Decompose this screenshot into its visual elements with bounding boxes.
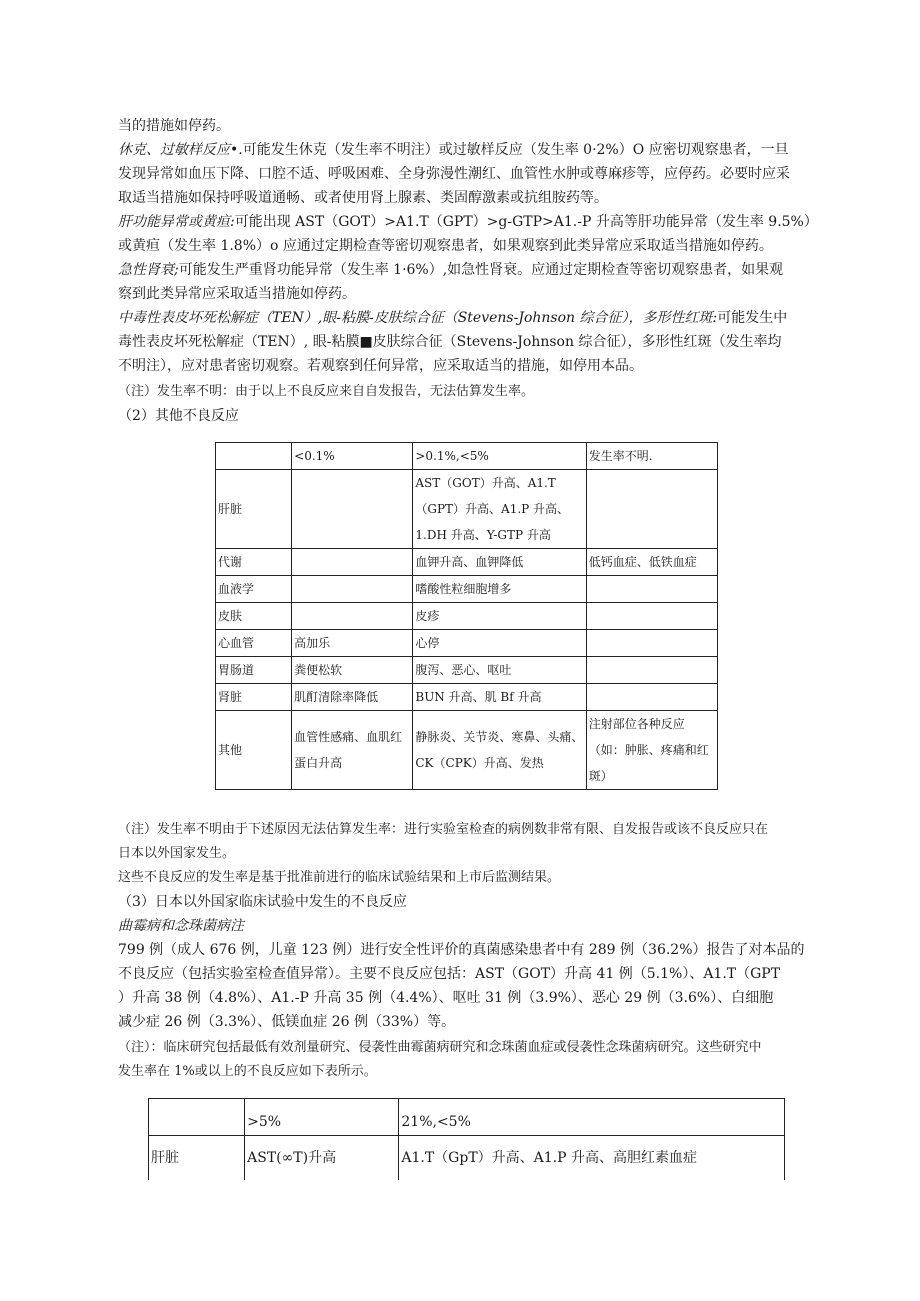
paragraph-line <box>118 258 818 282</box>
table-row <box>216 711 718 790</box>
table-cell <box>292 576 413 603</box>
paragraph-line: 或黄疸（发生率 1.8%）o 应通过定期检查等密切观察患者，如果观察到此类异常应采取适当措施如停药。 <box>118 238 773 254</box>
note-line: 发生率在 1%或以上的不良反应如下表所示。 <box>118 1064 377 1079</box>
paragraph-line <box>118 210 818 234</box>
organ-cell: 肾脏 <box>216 684 292 711</box>
section-heading: 急性肾衰; <box>118 262 179 278</box>
section-title: （3）日本以外国家临床试验中发生的不良反应 <box>118 894 407 910</box>
table-cell <box>292 549 413 576</box>
table-header-cell <box>149 1099 245 1136</box>
organ-cell: 肝脏 <box>216 470 292 549</box>
clinical-trial-table <box>148 1098 785 1180</box>
paragraph-line <box>118 306 818 330</box>
organ-cell: 血液学 <box>216 576 292 603</box>
note-line: （注）发生率不明由于下述原因无法估算发生率：进行实验室检查的病例数非常有限、自发报告或该不良反应只在 <box>118 822 769 837</box>
adverse-reactions-table <box>215 442 718 790</box>
organ-cell: 肝脏 <box>149 1136 245 1181</box>
subsection-title: 曲霉病和念珠菌病注 <box>118 918 244 934</box>
table-header-cell: >0.1%,<5% <box>413 443 586 470</box>
table-cell: 注射部位各种反应（如：肿胀、疼痛和红斑） <box>586 711 717 790</box>
note-line: （注）发生率不明：由于以上不良反应来自自发报告，无法估算发生率。 <box>118 384 535 399</box>
organ-cell: 代谢 <box>216 549 292 576</box>
table-cell: 粪便松软 <box>292 657 413 684</box>
paragraph-line: 毒性表皮坏死松解症（TEN）, 眼-粘膜■皮肤综合征（Stevens-Johnson 综合征），多形性红斑（发生率均 <box>118 334 782 350</box>
table-header-cell: <0.1% <box>292 443 413 470</box>
paragraph-line: 799 例（成人 676 例，儿童 123 例）进行安全性评价的真菌感染患者中有 289 例（36.2%）报告了对本品的 <box>118 942 805 958</box>
table-row <box>216 603 718 630</box>
table-cell <box>292 603 413 630</box>
section-heading: 肝功能异常或黄疸: <box>118 214 235 230</box>
paragraph-line: 取适当措施如保持呼吸道通畅、或者使用肾上腺素、类固醇激素或抗组胺药等。 <box>118 190 608 206</box>
paragraph-line: 发现异常如血压下降、口腔不适、呼吸困难、全身弥漫性潮红、血管性水肿或尊麻疹等，应停药。必要时应采 <box>118 166 790 182</box>
table-row <box>216 630 718 657</box>
table-row <box>216 684 718 711</box>
table-cell <box>586 576 717 603</box>
table-row <box>216 576 718 603</box>
table-cell <box>586 470 717 549</box>
table-cell: 肌酊清除率降低 <box>292 684 413 711</box>
table-header-cell: 21%,<5% <box>399 1099 785 1136</box>
table-row <box>216 657 718 684</box>
table-cell <box>292 470 413 549</box>
table-cell: 血钾升高、血钾降低 <box>413 549 586 576</box>
table-header-cell <box>216 443 292 470</box>
note-line: （注）：临床研究包括最低有效剂量研究、侵袭性曲霉菌病研究和念珠菌血症或侵袭性念珠菌病研究。这些研究中 <box>118 1040 762 1055</box>
paragraph-text: 可能发生严重肾功能异常（发生率 1·6%）,如急性肾衰。应通过定期检查等密切观察患者，如果观 <box>178 262 784 278</box>
paragraph-line <box>118 138 818 162</box>
organ-cell: 皮肤 <box>216 603 292 630</box>
table-row <box>149 1136 785 1181</box>
table-cell: AST（GOT）升高、A1.T（GPT）升高、A1.P 升高、1.DH 升高、Y-GTP 升高 <box>413 470 586 549</box>
paragraph-line: ）升高 38 例（4.8%）、A1.-P 升高 35 例（4.4%）、呕吐 31 例（3.9%）、恶心 29 例（3.6%）、白细胞 <box>118 990 774 1006</box>
table-row <box>216 549 718 576</box>
paragraph-text: 可能发生中 <box>717 310 788 326</box>
table-cell: AST(∞T)升高 <box>245 1136 399 1181</box>
paragraph-line: 当的措施如停药。 <box>118 118 230 134</box>
paragraph-text: 可能出现 AST（GOT）>A1.T（GPT）>g-GTP>A1.-P 升高等肝功能异常（发生率 9.5%） <box>234 214 818 230</box>
table-header-row <box>216 443 718 470</box>
paragraph-line: 察到此类异常应采取适当措施如停药。 <box>118 286 356 302</box>
table-cell <box>586 630 717 657</box>
table-cell: A1.T（GpT）升高、A1.P 升高、高胆红素血症 <box>399 1136 785 1181</box>
organ-cell: 其他 <box>216 711 292 790</box>
table-header-cell: >5% <box>245 1099 399 1136</box>
section-heading: 中毒性表皮坏死松解症（TEN）,眼-粘膜-皮肤综合征（Stevens-Johnson 综合征），多形性红斑: <box>118 310 718 326</box>
note-line: 日本以外国家发生。 <box>118 846 236 861</box>
table-cell: BUN 升高、肌 Bf 升高 <box>413 684 586 711</box>
paragraph-line: 减少症 26 例（3.3%）、低镁血症 26 例（33%）等。 <box>118 1014 456 1030</box>
table-cell <box>586 657 717 684</box>
table-cell: 低钙血症、低铁血症 <box>586 549 717 576</box>
paragraph-line: 不良反应（包括实验室检查值异常）。主要不良反应包括：AST（GOT）升高 41 例（5.1%）、A1.T（GPT <box>118 966 781 982</box>
table-header-row <box>149 1099 785 1136</box>
organ-cell: 心血管 <box>216 630 292 657</box>
section-heading: 休克、过敏样反应•. <box>118 142 243 158</box>
table-row <box>216 470 718 549</box>
table-cell: 心停 <box>413 630 586 657</box>
paragraph-text: 可能发生休克（发生率不明注）或过敏样反应（发生率 0·2%）O 应密切观察患者，一旦 <box>242 142 789 158</box>
table-cell <box>586 684 717 711</box>
organ-cell: 胃肠道 <box>216 657 292 684</box>
table-cell: 血管性感痛、血肌红蛋白升高 <box>292 711 413 790</box>
table-cell: 嗜酸性粒细胞增多 <box>413 576 586 603</box>
section-title: （2）其他不良反应 <box>118 408 239 424</box>
paragraph-line: 不明注），应对患者密切观察。若观察到任何异常，应采取适当的措施，如停用本品。 <box>118 358 643 374</box>
table-header-cell: 发生率不明. <box>586 443 717 470</box>
table-cell: 皮疹 <box>413 603 586 630</box>
table-cell <box>586 603 717 630</box>
table-cell: 静脉炎、关节炎、寒鼻、头痛、CK（CPK）升高、发热 <box>413 711 586 790</box>
table-cell: 腹泻、恶心、呕吐 <box>413 657 586 684</box>
paragraph-line: 这些不良反应的发生率是基于批准前进行的临床试验结果和上市后监测结果。 <box>118 870 561 885</box>
table-cell: 高加乐 <box>292 630 413 657</box>
